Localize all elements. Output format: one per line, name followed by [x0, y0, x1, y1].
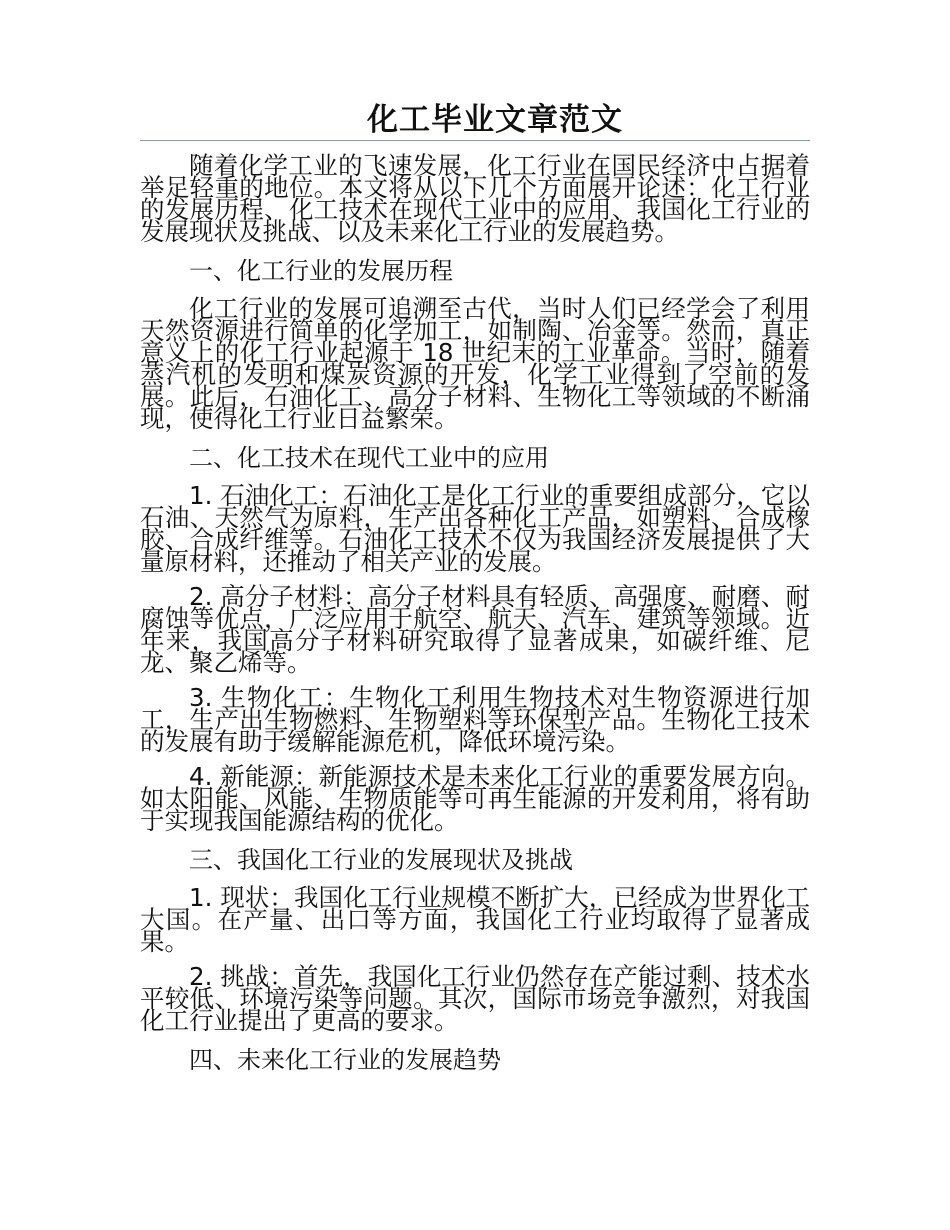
document-title: 化工毕业文章范文: [367, 102, 623, 138]
document-page: [140, 100, 810, 1087]
section-1-heading: 一、化工行业的发展历程: [189, 257, 453, 285]
section-4-heading: 四、未来化工行业的发展趋势: [189, 1046, 501, 1074]
section-3-heading: 三、我国化工行业的发展现状及挑战: [189, 846, 573, 874]
section-3-item-status: 1. 现状：我国化工行业规模不断扩大，已经成为世界化工大国。在产量、出口等方面，我国化工行业均取得了显著成果。: [140, 883, 810, 956]
intro-paragraph: 随着化学工业的飞速发展，化工行业在国民经济中占据着举足轻重的地位。本文将从以下几个方面展开论述：化工行业的发展历程、化工技术在现代工业中的应用、我国化工行业的发展现状及挑战、以及未来化工行业的发展趋势。: [140, 151, 810, 246]
section-3-item-challenges: 2. 挑战：首先，我国化工行业仍然存在产能过剩、技术水平较低、环境污染等问题。其次，国际市场竞争激烈，对我国化工行业提出了更高的要求。: [140, 962, 810, 1035]
section-1-paragraph: 化工行业的发展可追溯至古代，当时人们已经学会了利用天然资源进行简单的化学加工，如制陶、冶金等。然而，真正意义上的化工行业起源于 18 世纪末的工业革命。当时，随着蒸汽机的发明和煤炭资源的开发，化学工业得到了空前的发展。此后，石油化工、高分子材料、生物化工等领域的不断涌现，使得化工行业日益繁荣。: [140, 294, 810, 433]
section-2-item-biochemical: 3. 生物化工：生物化工利用生物技术对生物资源进行加工，生产出生物燃料、生物塑料等环保型产品。生物化工技术的发展有助于缓解能源危机，降低环境污染。: [140, 683, 810, 756]
title-underline: [140, 140, 810, 141]
section-2-item-new-energy: 4. 新能源：新能源技术是未来化工行业的重要发展方向。如太阳能、风能、生物质能等可再生能源的开发利用，将有助于实现我国能源结构的优化。: [140, 762, 810, 835]
section-2-item-petrochemical: 1. 石油化工：石油化工是化工行业的重要组成部分，它以石油、天然气为原料，生产出各种化工产品，如塑料、合成橡胶、合成纤维等。石油化工技术不仅为我国经济发展提供了大量原材料，还推动了相关产业的发展。: [140, 481, 810, 576]
section-2-heading: 二、化工技术在现代工业中的应用: [189, 444, 549, 472]
section-2-item-polymer: 2. 高分子材料：高分子材料具有轻质、高强度、耐磨、耐腐蚀等优点，广泛应用于航空、航天、汽车、建筑等领域。近年来，我国高分子材料研究取得了显著成果，如碳纤维、尼龙、聚乙烯等。: [140, 582, 810, 677]
